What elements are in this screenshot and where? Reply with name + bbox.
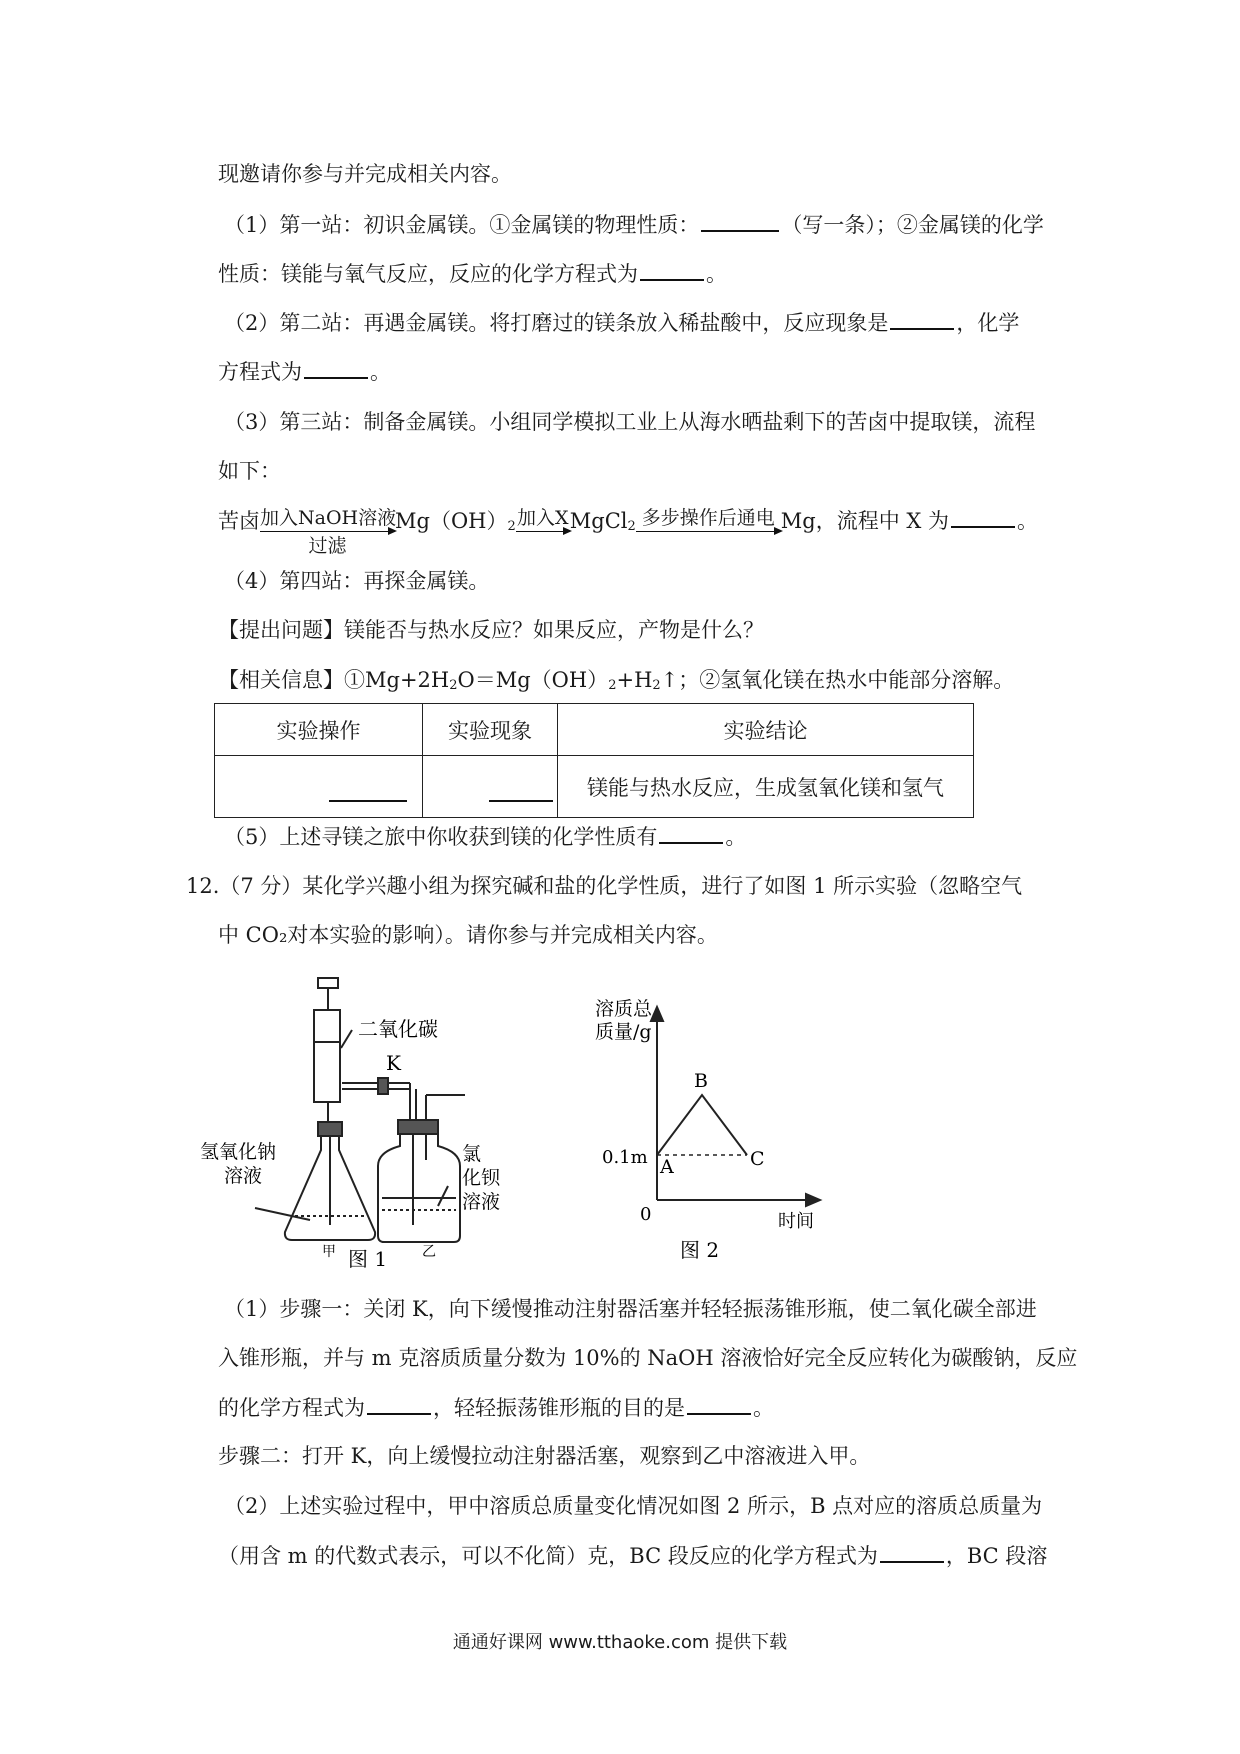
y-axis-label: 质量/g	[595, 1021, 652, 1043]
phenomenon-cell[interactable]	[423, 756, 558, 818]
part-2-line-2: （用含 m 的代数式表示，可以不化简）克，BC 段反应的化学方程式为 ，BC 段溶	[218, 1541, 1047, 1570]
question-2-line-1: （2）第二站：再遇金属镁。将打磨过的镁条放入稀盐酸中，反应现象是 ，化学	[224, 308, 1019, 337]
valve-label: K	[386, 1051, 401, 1075]
flask-label: 氢氧化钠	[200, 1141, 277, 1163]
answer-blank[interactable]	[701, 210, 779, 232]
figure-1-apparatus	[200, 970, 540, 1270]
figure-1-caption: 图 1	[348, 1247, 388, 1270]
question-3-line-2: 如下：	[218, 459, 281, 483]
table-header-cell: 实验结论	[558, 704, 974, 756]
answer-blank[interactable]	[489, 780, 553, 802]
figure-2-graph	[590, 995, 850, 1270]
step-1-line-1: （1）步骤一：关闭 K，向下缓慢推动注射器活塞并轻轻振荡锥形瓶，使二氧化碳全部进	[224, 1297, 1037, 1321]
step-1-line-3: 的化学方程式为 ，轻轻振荡锥形瓶的目的是 。	[218, 1393, 774, 1422]
x-axis-label: 时间	[778, 1211, 814, 1232]
point-b-label: B	[694, 1070, 708, 1092]
question-3-line-1: （3）第三站：制备金属镁。小组同学模拟工业上从海水晒盐剩下的苦卤中提取镁，流程	[224, 410, 1036, 434]
process-flow: 苦卤 加入NaOH溶液 过滤 $Mg(OH)_2$ 加入X MgCl$_2$ 多步操作后通电 Mg，流程中 X 为 。	[218, 507, 1039, 557]
question-4-line: （4）第四站：再探金属镁。	[224, 569, 490, 593]
figure-2-caption: 图 2	[680, 1238, 720, 1262]
question-5-line: （5）上述寻镁之旅中你收获到镁的化学性质有 。	[224, 822, 746, 851]
table-row	[215, 756, 974, 818]
bottle-name: 乙	[422, 1244, 436, 1260]
intro-line: 现邀请你参与并完成相关内容。	[218, 162, 512, 186]
flow-arrow-3: 多步操作后通电	[636, 508, 781, 552]
step-1-line-2: 入锥形瓶，并与 m 克溶质质量分数为 10%的 NaOH 溶液恰好完全反应转化为碳酸钠，反应	[218, 1346, 1078, 1370]
question-12-line-1: 12.（7 分）某化学兴趣小组为探究碱和盐的化学性质，进行了如图 1 所示实验（忽略空气	[186, 874, 1023, 898]
answer-blank[interactable]	[880, 1541, 944, 1563]
answer-blank[interactable]	[659, 822, 723, 844]
syringe-label: 二氧化碳	[358, 1017, 438, 1041]
table-header-cell: 实验操作	[215, 704, 423, 756]
flask-label: 溶液	[224, 1165, 263, 1187]
experiment-table	[214, 703, 974, 818]
bottle-label: 氯	[462, 1143, 482, 1165]
related-info-line: 【相关信息】$①Mg+2H_2O=Mg(OH)_2+H_2↑$；②氢氧化镁在热水中能部分溶解。	[218, 668, 1015, 693]
question-12-line-2: 中 CO₂对本实验的影响）。请你参与并完成相关内容。	[218, 923, 718, 947]
question-2-line-2: 方程式为 。	[218, 357, 391, 386]
bottle-label: 化钡	[462, 1167, 501, 1189]
table-header-row	[215, 704, 974, 756]
question-1-line-2: 性质：镁能与氧气反应，反应的化学方程式为 。	[218, 259, 727, 288]
y-axis-label: 溶质总	[595, 998, 653, 1020]
step-2-line: 步骤二：打开 K，向上缓慢拉动注射器活塞，观察到乙中溶液进入甲。	[218, 1444, 871, 1468]
answer-blank[interactable]	[367, 1393, 431, 1415]
flow-arrow-2: 加入X	[516, 508, 570, 552]
operation-cell[interactable]	[215, 756, 423, 818]
answer-blank[interactable]	[890, 308, 954, 330]
origin-label: 0	[640, 1204, 652, 1225]
point-a-label: A	[660, 1156, 674, 1178]
flow-end: Mg，流程中 X 为	[780, 509, 950, 533]
page-footer: 通通好课网 www.tthaoke.com 提供下载	[452, 1632, 788, 1653]
answer-blank[interactable]	[329, 780, 407, 802]
ask-question-line: 【提出问题】镁能否与热水反应？如果反应，产物是什么？	[218, 618, 764, 642]
y-tick-label: 0.1m	[602, 1147, 648, 1168]
flow-arrow-1: 加入NaOH溶液 过滤	[260, 507, 397, 557]
table-header-cell: 实验现象	[423, 704, 558, 756]
flow-mgcl2: MgCl	[569, 509, 628, 533]
flow-start: 苦卤	[218, 509, 260, 533]
flow-mgoh2: Mg（OH）	[395, 509, 508, 533]
answer-blank[interactable]	[640, 259, 704, 281]
flask-name: 甲	[322, 1244, 336, 1260]
answer-blank[interactable]	[687, 1393, 751, 1415]
point-c-label: C	[750, 1148, 765, 1170]
answer-blank[interactable]	[304, 357, 368, 379]
answer-blank[interactable]	[951, 506, 1015, 528]
conclusion-cell: 镁能与热水反应，生成氢氧化镁和氢气	[558, 756, 974, 818]
bottle-label: 溶液	[462, 1191, 501, 1213]
question-1-line-1: （1）第一站：初识金属镁。①金属镁的物理性质： （写一条）；②金属镁的化学	[224, 210, 1044, 239]
part-2-line-1: （2）上述实验过程中，甲中溶质总质量变化情况如图 2 所示，B 点对应的溶质总质量为	[224, 1494, 1043, 1518]
